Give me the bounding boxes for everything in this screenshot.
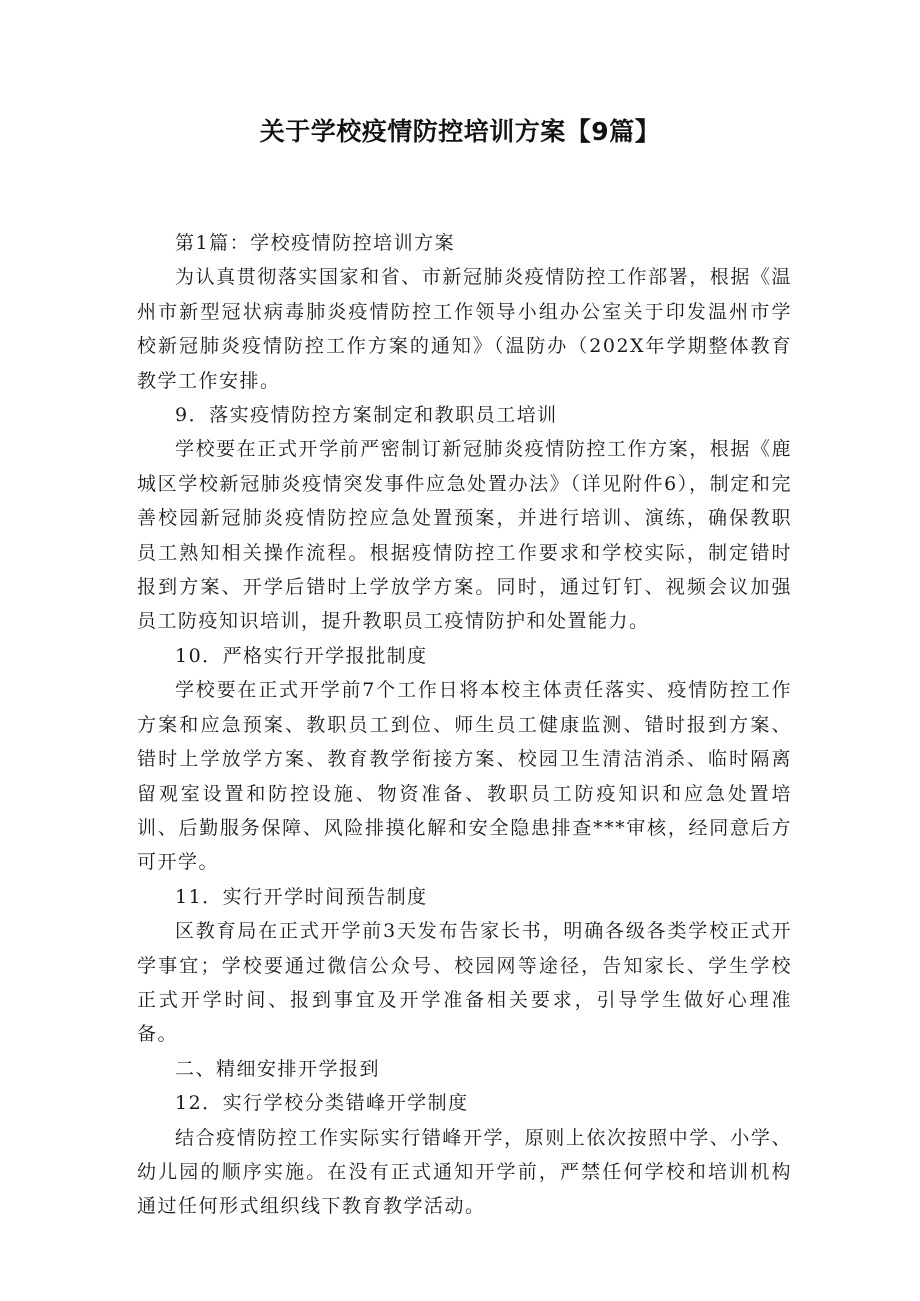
paragraph-intro: 为认真贯彻落实国家和省、市新冠肺炎疫情防控工作部署，根据《温州市新型冠状病毒肺炎疫情防控工作领导小组办公室关于印发温州市学校新冠肺炎疫情防控工作方案的通知》（温防办（202X年学期整体教育教学工作安排。 bbox=[137, 266, 792, 392]
document-title: 关于学校疫情防控培训方案【9篇】 bbox=[259, 117, 661, 146]
paragraph-item-12: 结合疫情防控工作实际实行错峰开学，原则上依次按照中学、小学、幼儿园的顺序实施。在没有正式通知开学前，严禁任何学校和培训机构通过任何形式组织线下教育教学活动。 bbox=[137, 1126, 792, 1218]
paragraph-item-10: 学校要在正式开学前7个工作日将本校主体责任落实、疫情防控工作方案和应急预案、教职员工到位、师生员工健康监测、错时报到方案、错时上学放学方案、教育教学衔接方案、校园卫生清洁消杀、临时隔离留观室设置和防控设施、物资准备、教职员工防疫知识和应急处置培训、后勤服务保障、风险排摸化解和安全隐患排查***审核，经同意后方可开学。 bbox=[137, 679, 792, 874]
item-heading-11: 11．实行开学时间预告制度 bbox=[175, 885, 428, 908]
section-heading-2: 二、精细安排开学报到 bbox=[175, 1057, 381, 1080]
paragraph-item-11: 区教育局在正式开学前3天发布告家长书，明确各级各类学校正式开学事宜；学校要通过微信公众号、校园网等途径，告知家长、学生学校正式开学时间、报到事宜及开学准备相关要求，引导学生做好心理准备。 bbox=[137, 920, 792, 1046]
item-heading-9: 9．落实疫情防控方案制定和教职员工培训 bbox=[175, 404, 558, 427]
paragraph-item-9: 学校要在正式开学前严密制订新冠肺炎疫情防控工作方案，根据《鹿城区学校新冠肺炎疫情突发事件应急处置办法》（详见附件6），制定和完善校园新冠肺炎疫情防控应急处置预案，并进行培训、演练，确保教职员工熟知相关操作流程。根据疫情防控工作要求和学校实际，制定错时报到方案、开学后错时上学放学方案。同时，通过钉钉、视频会议加强员工防疫知识培训，提升教职员工疫情防护和处置能力。 bbox=[137, 438, 792, 633]
item-heading-12: 12．实行学校分类错峰开学制度 bbox=[175, 1092, 469, 1115]
item-heading-10: 10．严格实行开学报批制度 bbox=[175, 644, 428, 667]
document-body bbox=[137, 226, 792, 1224]
section-heading-part-1: 第1篇：学校疫情防控培训方案 bbox=[175, 232, 456, 254]
